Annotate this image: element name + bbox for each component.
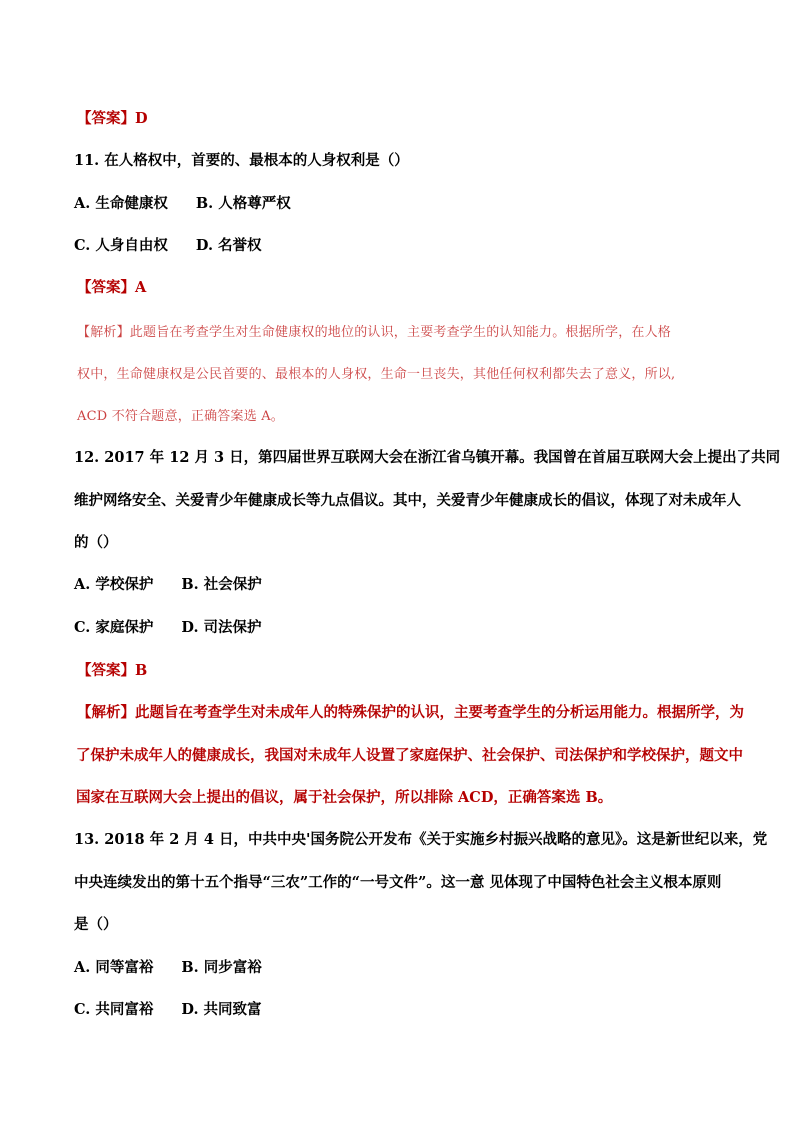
option-d: D. 共同致富 [181,1001,262,1018]
option-b: B. 同步富裕 [181,959,262,976]
question-12-line3: 的（） [74,534,118,551]
question-12-line1: 12. 2017 年 12 月 3 日，第四届世界互联网大会在浙江省乌镇开幕。我国曾在首届互联网大会上提出了共同 [74,449,781,466]
analysis-q12-line3: 国家在互联网大会上提出的倡议，属于社会保护，所以排除 ACD，正确答案选 B。 [76,789,613,806]
option-c: C. 共同富裕 [74,1001,154,1018]
question-12-line2: 维护网络安全、关爱青少年健康成长等九点倡议。其中，关爱青少年健康成长的倡议，体现了对未成年人 [74,492,741,509]
options-q13-row1 [74,956,794,977]
analysis-q11-line1: 【解析】此题旨在考查学生对生命健康权的地位的认识，主要考查学生的认知能力。根据所学，在人格 [77,325,672,340]
options-q11-row1 [74,192,794,213]
question-13-line2: 中央连续发出的第十五个指导“三农”工作的“一号文件”。这一意 见体现了中国特色社会主义根本原则 [74,874,722,891]
answer-q11: 【答案】A [77,279,147,296]
analysis-q12-line1: 【解析】此题旨在考查学生对未成年人的特殊保护的认识，主要考查学生的分析运用能力。根据所学，为 [77,704,744,721]
option-d: D. 司法保护 [181,619,262,636]
analysis-q11-line3: ACD 不符合题意，正确答案选 A。 [77,409,285,424]
question-11: 11. 在人格权中，首要的、最根本的人身权利是（） [74,152,409,169]
question-13-line1: 13. 2018 年 2 月 4 日，中共中央'国务院公开发布《关于实施乡村振兴战略的意见》。这是新世纪以来，党 [74,831,768,848]
analysis-q12-line2: 了保护未成年人的健康成长，我国对未成年人设置了家庭保护、社会保护、司法保护和学校保护，题文中 [76,747,743,764]
options-q11-row2 [74,234,794,255]
option-a: A. 学校保护 [74,576,154,593]
option-d: D. 名誉权 [195,237,262,254]
option-c: C. 家庭保护 [74,619,154,636]
option-a: A. 生命健康权 [74,195,168,212]
option-b: B. 人格尊严权 [195,195,291,212]
analysis-q11-line2: 权中，生命健康权是公民首要的、最根本的人身权，生命一旦丧失，其他任何权利都失去了意义，所以, [77,367,676,382]
options-q13-row2 [74,998,794,1019]
option-b: B. 社会保护 [181,576,262,593]
answer-q12: 【答案】B [77,662,148,679]
option-a: A. 同等富裕 [74,959,154,976]
answer-q10: 【答案】D [77,110,148,127]
question-13-line3: 是（） [74,916,118,933]
option-c: C. 人身自由权 [74,237,168,254]
options-q12-row1 [74,573,794,594]
options-q12-row2 [74,616,794,637]
